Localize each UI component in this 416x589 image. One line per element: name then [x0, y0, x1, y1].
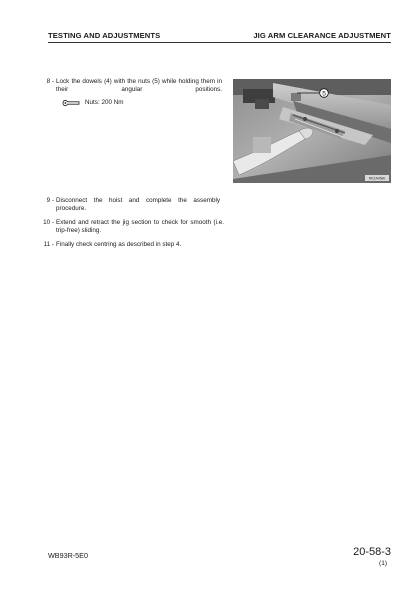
step-8 — [38, 78, 228, 96]
section-title: TESTING AND ADJUSTMENTS — [48, 31, 161, 40]
step-10 — [38, 219, 228, 237]
step-11 — [38, 241, 228, 251]
step-number: 10 - — [43, 219, 54, 226]
page-number: 20-58-3 — [353, 546, 391, 558]
page-edition: (1) — [379, 560, 387, 567]
model-code: WB93R-5E0 — [48, 551, 88, 560]
step-text: Finally check centring as described in step 4. — [56, 241, 182, 248]
step-text: Disconnect the hoist and complete the assembly procedure. — [56, 197, 220, 213]
callout-5: 5 — [322, 90, 326, 98]
step-number: 8 - — [46, 78, 54, 85]
figure-code: RKZA4580 — [368, 176, 386, 181]
step-number: 9 - — [46, 197, 54, 204]
step-text: Extend and retract the jig section to check for smooth (i.e. trip-free) sliding. — [56, 219, 224, 235]
header-rule — [48, 42, 391, 43]
page-title: JIG ARM CLEARANCE ADJUSTMENT — [253, 31, 391, 40]
figure-photo — [233, 79, 391, 183]
step-number: 11 - — [43, 241, 54, 248]
torque-spec-value: Nuts: 200 Nm — [85, 99, 124, 106]
step-text: Lock the dowels (4) with the nuts (5) while holding them in their angular positions. — [56, 78, 222, 94]
torque-wrench-icon — [62, 99, 80, 107]
step-9 — [38, 197, 228, 215]
